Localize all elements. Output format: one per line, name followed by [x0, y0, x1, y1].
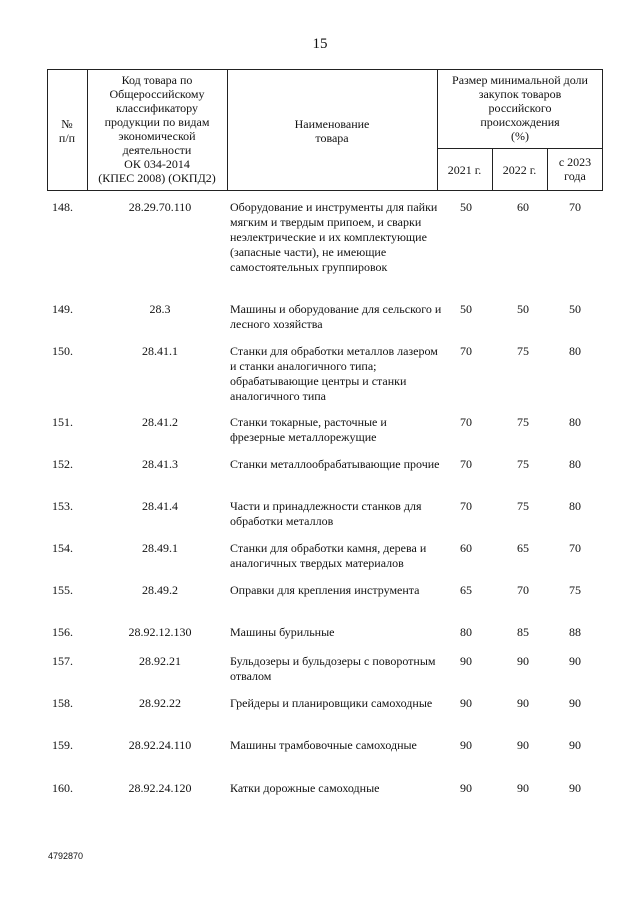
row-value-2022: 75 — [517, 415, 529, 429]
row-value-2021: 70 — [460, 499, 472, 513]
row-value-2023: 50 — [569, 302, 581, 316]
row-name: Станки для обработки камня, дерева и аналогичных твердых материалов — [230, 541, 427, 570]
row-number: 151. — [52, 415, 73, 429]
row-value-2021: 90 — [460, 781, 472, 795]
document-id: 4792870 — [48, 851, 84, 861]
row-value-2023: 90 — [569, 654, 581, 668]
header-year-2022: 2022 г. — [502, 163, 537, 177]
row-value-2022: 75 — [517, 457, 529, 471]
row-value-2021: 60 — [460, 541, 472, 555]
row-value-2021: 70 — [460, 457, 472, 471]
row-number: 150. — [52, 344, 73, 358]
row-value-2021: 70 — [460, 415, 472, 429]
table-header — [47, 69, 603, 191]
page-number: 15 — [312, 36, 328, 52]
row-name: Оправки для крепления инструмента — [230, 583, 420, 597]
row-value-2022: 60 — [517, 200, 529, 214]
header-share: Размер минимальной доли закупок товаров российского происхождения (%) — [452, 73, 588, 143]
row-number: 157. — [52, 654, 73, 668]
row-value-2021: 50 — [460, 200, 472, 214]
header-year-2021: 2021 г. — [447, 163, 482, 177]
row-name: Бульдозеры и бульдозеры с поворотным отвалом — [230, 654, 436, 683]
row-code: 28.41.1 — [142, 344, 178, 358]
header-year-2023: с 2023 года — [558, 155, 592, 183]
row-value-2023: 80 — [569, 415, 581, 429]
row-name: Оборудование и инструменты для пайки мягким и твердым припоем, и сварки неэлектрические и их комплектующие (запасные части), не имеющие самостоятельных группировок — [230, 200, 438, 274]
row-value-2021: 70 — [460, 344, 472, 358]
row-value-2022: 90 — [517, 781, 529, 795]
row-code: 28.49.1 — [142, 541, 178, 555]
row-code: 28.41.4 — [142, 499, 178, 513]
row-value-2022: 75 — [517, 344, 529, 358]
row-value-2022: 85 — [517, 625, 529, 639]
row-number: 155. — [52, 583, 73, 597]
row-code: 28.92.24.120 — [128, 781, 192, 795]
row-value-2023: 90 — [569, 696, 581, 710]
row-code: 28.29.70.110 — [128, 200, 192, 214]
row-name: Станки металлообрабатывающие прочие — [230, 457, 440, 471]
row-value-2022: 90 — [517, 696, 529, 710]
row-code: 28.3 — [149, 302, 171, 316]
header-bottom-border — [47, 190, 603, 191]
row-value-2022: 75 — [517, 499, 529, 513]
row-value-2023: 70 — [569, 541, 581, 555]
row-value-2021: 80 — [460, 625, 472, 639]
row-number: 153. — [52, 499, 73, 513]
row-number: 154. — [52, 541, 73, 555]
row-code: 28.41.2 — [142, 415, 178, 429]
row-number: 149. — [52, 302, 73, 316]
header-top-border — [47, 69, 603, 70]
row-value-2021: 90 — [460, 654, 472, 668]
row-code: 28.92.22 — [139, 696, 181, 710]
row-value-2021: 50 — [460, 302, 472, 316]
row-number: 156. — [52, 625, 73, 639]
row-name: Машины и оборудование для сельского и лесного хозяйства — [230, 302, 442, 331]
header-year-divider — [437, 148, 603, 149]
row-value-2023: 75 — [569, 583, 581, 597]
row-number: 152. — [52, 457, 73, 471]
row-number: 160. — [52, 781, 73, 795]
header-code: Код товара по Общероссийскому классификатору продукции по видам экономической деятельности ОК 034-2014 (КПЕС 2008) (ОКПД2) — [98, 73, 216, 185]
row-value-2023: 90 — [569, 781, 581, 795]
row-code: 28.49.2 — [142, 583, 178, 597]
row-code: 28.92.21 — [139, 654, 181, 668]
row-name: Машины бурильные — [230, 625, 335, 639]
row-name: Станки токарные, расточные и фрезерные металлорежущие — [230, 415, 387, 444]
row-value-2023: 80 — [569, 457, 581, 471]
row-value-2022: 50 — [517, 302, 529, 316]
row-code: 28.92.24.110 — [128, 738, 192, 752]
row-name: Части и принадлежности станков для обработки металлов — [230, 499, 422, 528]
row-value-2023: 70 — [569, 200, 581, 214]
row-name: Грейдеры и планировщики самоходные — [230, 696, 433, 710]
row-value-2023: 90 — [569, 738, 581, 752]
row-name: Машины трамбовочные самоходные — [230, 738, 417, 752]
row-value-2021: 90 — [460, 696, 472, 710]
header-num: № п/п — [58, 117, 76, 145]
row-name: Станки для обработки металлов лазером и станки аналогичного типа; обрабатывающие центры и станки аналогичного типа — [230, 344, 438, 403]
row-name: Катки дорожные самоходные — [230, 781, 380, 795]
row-number: 148. — [52, 200, 73, 214]
row-number: 158. — [52, 696, 73, 710]
row-value-2022: 70 — [517, 583, 529, 597]
row-value-2021: 90 — [460, 738, 472, 752]
row-value-2021: 65 — [460, 583, 472, 597]
header-name: Наименование товара — [294, 117, 370, 145]
row-value-2023: 80 — [569, 499, 581, 513]
row-value-2023: 88 — [569, 625, 581, 639]
row-value-2022: 90 — [517, 654, 529, 668]
row-value-2023: 80 — [569, 344, 581, 358]
row-value-2022: 90 — [517, 738, 529, 752]
row-code: 28.41.3 — [142, 457, 178, 471]
row-value-2022: 65 — [517, 541, 529, 555]
row-number: 159. — [52, 738, 73, 752]
row-code: 28.92.12.130 — [128, 625, 192, 639]
